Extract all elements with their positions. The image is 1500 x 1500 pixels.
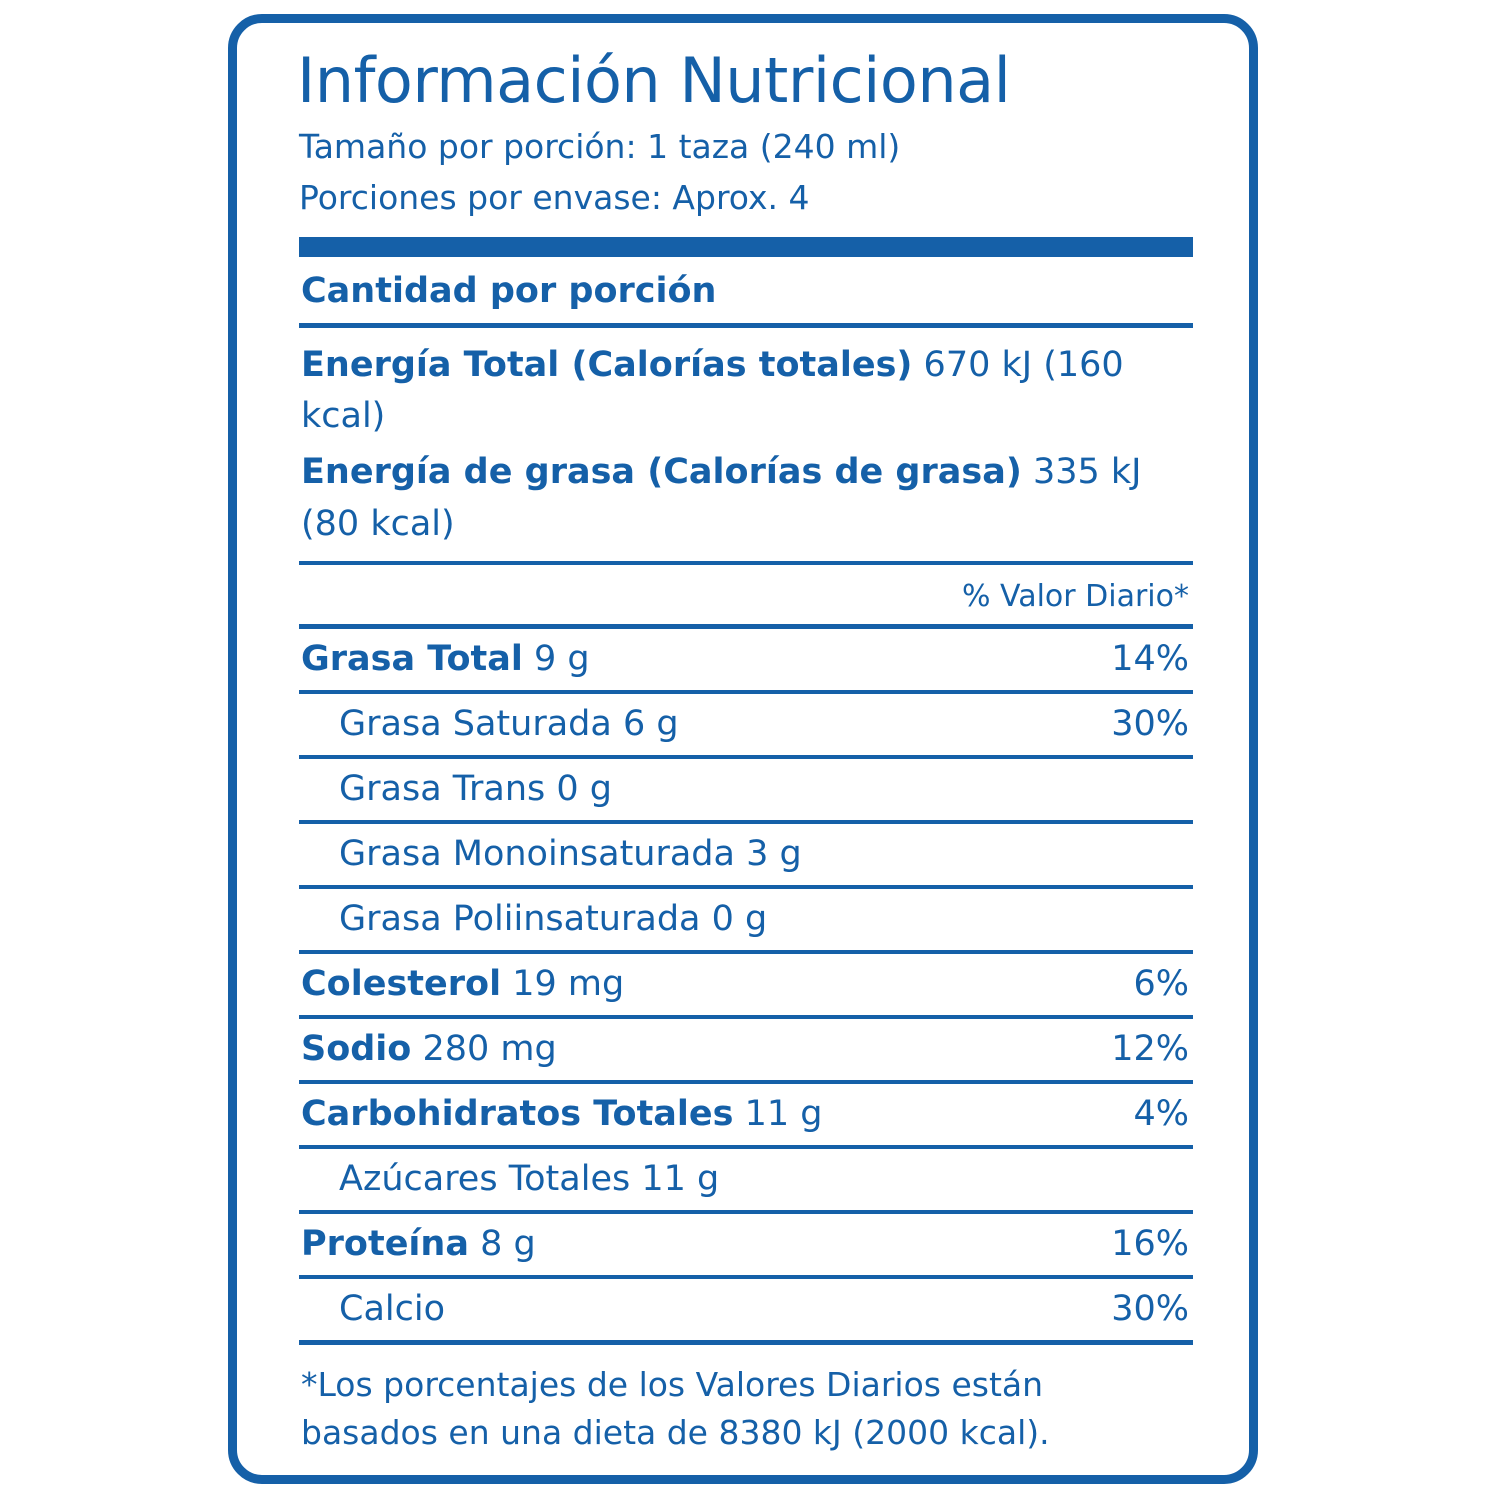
table-row	[299, 629, 1193, 690]
nutrient-amount: 8 g	[480, 1223, 536, 1264]
footnote-line-1: *Los porcentajes de los Valores Diarios están	[301, 1364, 1044, 1404]
nutrient-amount: 11 g	[641, 1158, 720, 1199]
daily-value: 14%	[1111, 638, 1189, 679]
energy-total-value: 670 kJ (160 kcal)	[301, 344, 1124, 437]
daily-value: 4%	[1133, 1093, 1189, 1134]
nutrient-name: Grasa Total	[301, 638, 523, 679]
daily-value: 30%	[1111, 1288, 1189, 1329]
table-row	[299, 1214, 1193, 1275]
daily-value: 6%	[1133, 963, 1189, 1004]
nutrient-label	[301, 1223, 536, 1264]
table-row	[299, 889, 1193, 950]
table-row	[299, 1084, 1193, 1145]
nutrient-label	[339, 833, 802, 874]
nutrient-name: Colesterol	[301, 963, 502, 1004]
nutrition-table	[299, 237, 1193, 1458]
daily-value: 12%	[1111, 1028, 1189, 1069]
energy-total-label: Energía Total (Calorías totales)	[301, 344, 913, 385]
nutrient-label	[301, 638, 590, 679]
table-row	[299, 954, 1193, 1015]
nutrition-facts-panel	[228, 14, 1258, 1484]
nutrient-amount: 9 g	[534, 638, 590, 679]
daily-value: 16%	[1111, 1223, 1189, 1264]
serving-size-text: Tamaño por porción: 1 taza (240 ml)	[299, 127, 901, 167]
nutrient-name: Grasa Monoinsaturada	[339, 833, 735, 874]
nutrient-amount: 11 g	[744, 1093, 823, 1134]
nutrient-name: Sodio	[301, 1028, 412, 1069]
servings-per-container-text: Porciones por envase: Aprox. 4	[299, 177, 810, 217]
nutrient-amount: 280 mg	[422, 1028, 557, 1069]
divider-thick	[299, 237, 1193, 257]
nutrient-amount: 6 g	[622, 703, 679, 744]
nutrient-label	[339, 1288, 445, 1329]
energy-from-fat-label: Energía de grasa (Calorías de grasa)	[301, 452, 1022, 493]
table-row	[299, 1279, 1193, 1340]
page-title: Información Nutricional	[297, 44, 1011, 117]
footnote-line-2: basados en una dieta de 8380 kJ (2000 kcal).	[301, 1413, 1050, 1453]
nutrient-label	[339, 898, 768, 939]
nutrient-name: Grasa Poliinsaturada	[339, 898, 701, 939]
amount-per-serving-label: Cantidad por porción	[301, 270, 717, 311]
nutrient-label	[301, 1093, 823, 1134]
nutrient-amount: 19 mg	[512, 963, 625, 1004]
nutrient-amount: 0 g	[711, 898, 768, 939]
daily-value: 30%	[1111, 703, 1189, 744]
daily-value-header: % Valor Diario*	[961, 578, 1189, 614]
nutrient-amount: 0 g	[556, 768, 613, 809]
nutrient-amount: 3 g	[746, 833, 802, 874]
footnote	[299, 1345, 1193, 1457]
energy-from-fat-value: 335 kJ (80 kcal)	[301, 452, 1142, 545]
nutrient-rows	[299, 629, 1193, 1340]
table-row	[299, 694, 1193, 755]
nutrient-name: Carbohidratos Totales	[301, 1093, 734, 1134]
nutrient-label	[339, 703, 679, 744]
nutrient-name: Proteína	[301, 1223, 469, 1264]
energy-from-fat-row	[299, 447, 1193, 561]
table-row	[299, 824, 1193, 885]
nutrient-label	[339, 1158, 720, 1199]
nutrient-name: Azúcares Totales	[339, 1158, 631, 1199]
nutrient-name: Calcio	[339, 1288, 445, 1329]
nutrient-label	[301, 963, 625, 1004]
nutrient-label	[301, 1028, 557, 1069]
energy-total-row	[299, 328, 1193, 448]
table-row	[299, 1149, 1193, 1210]
nutrient-label	[339, 768, 613, 809]
nutrient-name: Grasa Trans	[339, 768, 546, 809]
nutrient-name: Grasa Saturada	[339, 703, 612, 744]
table-row	[299, 1019, 1193, 1080]
table-row	[299, 759, 1193, 820]
